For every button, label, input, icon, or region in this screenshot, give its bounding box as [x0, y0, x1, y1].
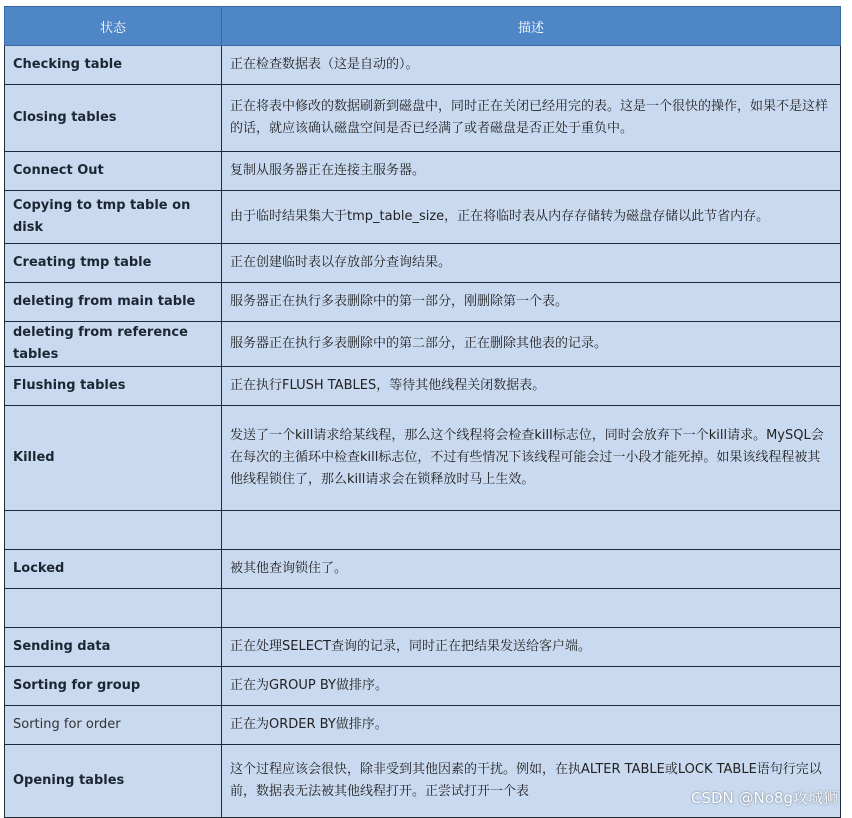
description-cell: 正在处理SELECT查询的记录，同时正在把结果发送给客户端。: [222, 628, 841, 667]
description-cell: 正在为GROUP BY做排序。: [222, 667, 841, 706]
table-row: [5, 706, 841, 745]
csdn-watermark: CSDN @No8g攻城狮: [691, 787, 838, 808]
description-cell: 正在检查数据表（这是自动的）。: [222, 46, 841, 85]
description-cell: [222, 589, 841, 628]
table-row-empty: [5, 511, 841, 550]
state-cell: Connect Out: [5, 152, 222, 191]
state-cell: Creating tmp table: [5, 244, 222, 283]
table-row: [5, 191, 841, 244]
table-row: [5, 667, 841, 706]
table-row: [5, 46, 841, 85]
description-cell: 服务器正在执行多表删除中的第一部分，刚删除第一个表。: [222, 283, 841, 322]
description-cell: 这个过程应该会很快，除非受到其他因素的干扰。例如，在执ALTER TABLE或LOCK TABLE语句行完以前，数据表无法被其他线程打开。正尝试打开一个表: [222, 745, 841, 818]
mysql-thread-state-table: [4, 6, 841, 818]
description-cell: [222, 511, 841, 550]
table-row: [5, 367, 841, 406]
state-cell: Flushing tables: [5, 367, 222, 406]
state-cell: Opening tables: [5, 745, 222, 818]
description-cell: 正在为ORDER BY做排序。: [222, 706, 841, 745]
table-row: [5, 283, 841, 322]
table-row: [5, 322, 841, 367]
description-cell: 由于临时结果集大于tmp_table_size，正在将临时表从内存存储转为磁盘存储以此节省内存。: [222, 191, 841, 244]
status-table-container: [4, 6, 840, 818]
state-cell: Killed: [5, 406, 222, 511]
description-cell: 正在创建临时表以存放部分查询结果。: [222, 244, 841, 283]
state-cell: Closing tables: [5, 85, 222, 152]
state-cell: Sending data: [5, 628, 222, 667]
description-cell: 服务器正在执行多表删除中的第二部分，正在删除其他表的记录。: [222, 322, 841, 367]
table-row: [5, 406, 841, 511]
header-state: 状态: [5, 7, 222, 46]
table-row: [5, 244, 841, 283]
table-row: [5, 628, 841, 667]
state-cell: Sorting for group: [5, 667, 222, 706]
table-header-row: [5, 7, 841, 46]
state-cell: Sorting for order: [5, 706, 222, 745]
header-description: 描述: [222, 7, 841, 46]
state-cell: deleting from main table: [5, 283, 222, 322]
table-row: [5, 152, 841, 191]
state-cell: [5, 511, 222, 550]
table-row: [5, 550, 841, 589]
description-cell: 被其他查询锁住了。: [222, 550, 841, 589]
table-row-empty: [5, 589, 841, 628]
description-cell: 发送了一个kill请求给某线程，那么这个线程将会检查kill标志位，同时会放弃下一个kill请求。MySQL会在每次的主循环中检查kill标志位，不过有些情况下该线程可能会过一小段才能死掉。如果该线程程被其他线程锁住了，那么kill请求会在锁释放时马上生效。: [222, 406, 841, 511]
description-cell: 正在执行FLUSH TABLES，等待其他线程关闭数据表。: [222, 367, 841, 406]
description-cell: 正在将表中修改的数据刷新到磁盘中，同时正在关闭已经用完的表。这是一个很快的操作，如果不是这样的话，就应该确认磁盘空间是否已经满了或者磁盘是否正处于重负中。: [222, 85, 841, 152]
state-cell: deleting from reference tables: [5, 322, 222, 367]
state-cell: Locked: [5, 550, 222, 589]
state-cell: [5, 589, 222, 628]
description-cell: 复制从服务器正在连接主服务器。: [222, 152, 841, 191]
table-row: [5, 85, 841, 152]
state-cell: Checking table: [5, 46, 222, 85]
state-cell: Copying to tmp table on disk: [5, 191, 222, 244]
